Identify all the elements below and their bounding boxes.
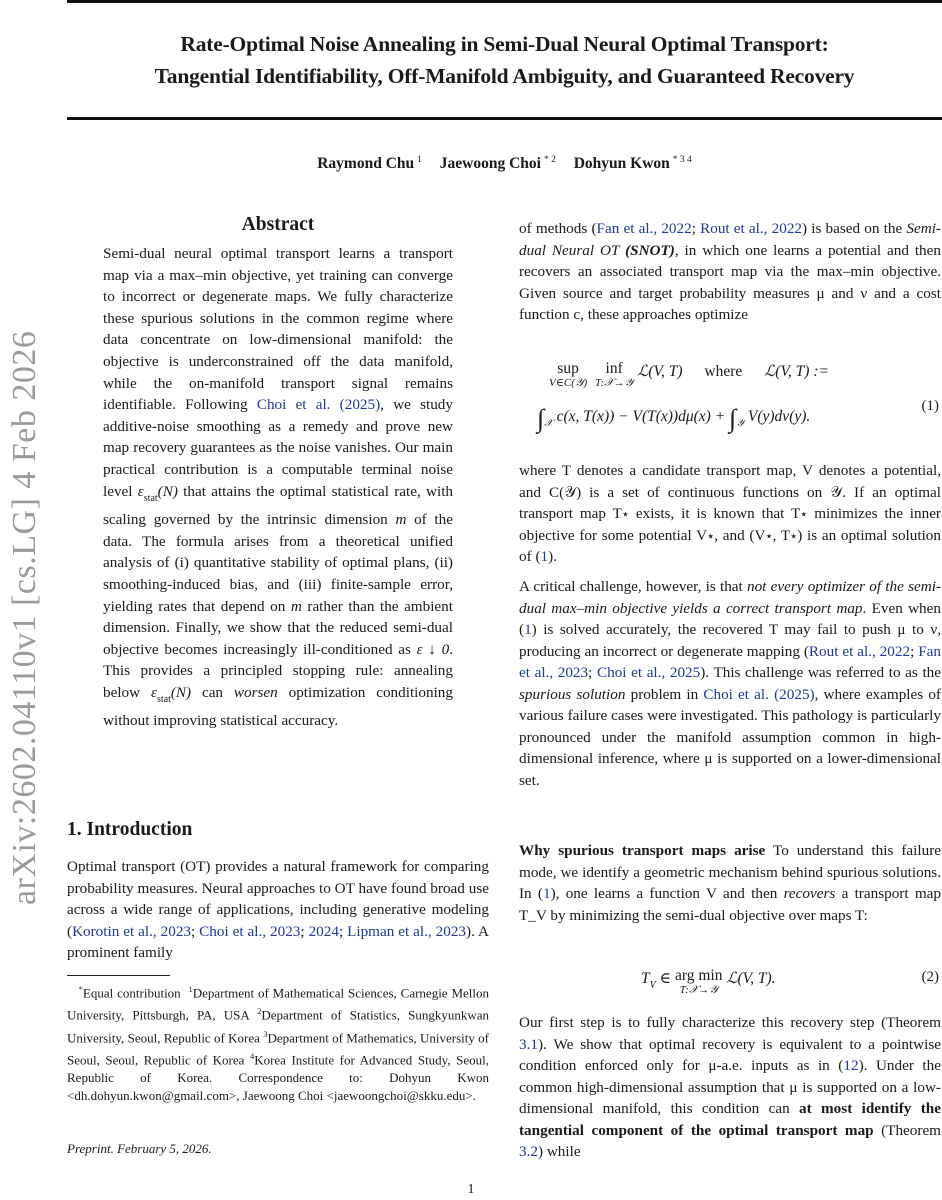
- page-number: 1: [467, 1182, 475, 1197]
- inf-operator: inf T:𝒳→𝒴: [595, 360, 634, 389]
- equation-number: (2): [921, 969, 939, 985]
- citation-link[interactable]: Choi et al. (2025): [703, 685, 815, 703]
- citation-link[interactable]: Rout et al., 2022: [700, 220, 803, 237]
- citation-link[interactable]: Choi et al., 2025: [596, 664, 701, 681]
- eps-stat: $\varepsilon_{stat}(N)$: [137, 482, 178, 504]
- theorem-ref[interactable]: 3.1: [519, 1035, 538, 1053]
- citation-link[interactable]: 2024: [308, 922, 339, 940]
- equation-1: sup V∈C(𝒴) inf T:𝒳→𝒴 ℒ(V, T) where ℒ(V, T) := $\int_𝒳$ c(x, $T(x)) - V(T(x))d\mu(x) + \int_𝒴$ V(y)dν(y). (1): [537, 360, 939, 433]
- paragraph-challenge: A critical challenge, however, is that not every optimizer of the semi-dual max–min objective yields a correct transport map. Even when (1) is solved accurately, the recovered T may fail to push μ to ν, producing an incorrect or degenerate mapping (Rout et al., 2022; Fan et al., 2023; Choi et al., 2025). This challenge was referred to as the spurious solution problem in Choi et al. (2025), where examples of various failure cases were investigated. This pathology is particularly pronounced under the manifold assumption common in high-dimensional inference, where μ is supported on a lower-dimensional set.: [519, 578, 942, 789]
- citation-link[interactable]: Choi et al., 2023: [199, 922, 301, 940]
- introduction-paragraph: Optimal transport (OT) provides a natural framework for comparing probability measures. Neural approaches to OT have found broad use across a wide range of applications, including generative modeling (Korotin et al., 2023; Choi et al., 2023; 2024; Lipman et al., 2023). A prominent family: [67, 858, 489, 961]
- citation-link[interactable]: Fan et al., 2023: [519, 642, 941, 681]
- arxiv-stamp: arXiv:2602.04110v1 [cs.LG] 4 Feb 2026: [6, 330, 43, 905]
- footnote-rule: [67, 975, 170, 976]
- paragraph-heading: Why spurious transport maps arise: [519, 842, 766, 859]
- title-line-2: Tangential Identifiability, Off-Manifold Ambiguity, and Guaranteed Recovery: [154, 64, 855, 88]
- citation-link[interactable]: Fan et al., 2022: [596, 220, 692, 237]
- title-bottom-rule: [67, 117, 942, 120]
- sup-operator: sup V∈C(𝒴): [549, 360, 588, 389]
- equation-ref[interactable]: 12: [843, 1057, 859, 1074]
- author-list: [67, 155, 942, 173]
- argmin-operator: arg min T:𝒳→𝒴: [674, 967, 723, 996]
- title-line-1: Rate-Optimal Noise Annealing in Semi-Dual Neural Optimal Transport:: [180, 32, 829, 56]
- equation-2: $T_V$ ∈ arg min T:𝒳→𝒴 ℒ(V, T). (2): [641, 967, 939, 996]
- citation-link[interactable]: Lipman et al., 2023: [347, 922, 467, 940]
- paragraph-snot: of methods (Fan et al., 2022; Rout et al., 2022) is based on the Semi-dual Neural OT (SNOT), in which one learns a potential and then recovers an associated transport map via the max–min objective. Given source and target probability measures μ and ν and a cost function c, these approaches optimize: [519, 220, 941, 323]
- abstract-heading: Abstract: [241, 214, 315, 235]
- author: Raymond Chu $^1$: [317, 155, 422, 173]
- title-top-rule: [67, 0, 942, 3]
- equation-ref[interactable]: 1: [540, 548, 549, 565]
- author: Jaewoong Choi $^{* 2}$: [439, 155, 556, 173]
- paragraph-first-step: Our first step is to fully characterize this recovery step (Theorem 3.1). We show that optimal recovery is equivalent to a pointwise condition enforced only for μ-a.e. inputs as in (12). Under the common high-dimensional assumption that μ is supported on a low-dimensional manifold, this condition can at most identify the tangential component of the optimal transport map (Theorem 3.2) while: [519, 1014, 941, 1160]
- footnote-affiliations: *Equal contribution $^1$Department of Mathematical Sciences, Carnegie Mellon University, Pittsburgh, PA, USA $^2$Department of Statistics, Sungkyunkwan University, Seoul, Republic of Korea $^3$Department of Mathematics, University of Seoul, Seoul, Republic of Korea $^4$Korea Institute for Advanced Study, Seoul, Republic of Korea. Correspondence to: Dohyun Kwon <dh.dohyun.kwon@gmail.com>, Jaewoong Choi <jaewoongchoi@skku.edu>.: [67, 984, 490, 1104]
- paragraph-definitions: where T denotes a candidate transport map, V denotes a potential, and C(𝒴) is a set of continuous functions on 𝒴. If an optimal transport map T⋆ exists, it is known that T⋆ minimizes the inner objective for some potential V⋆, and (V⋆, T⋆) is an optimal solution of (1).: [519, 462, 941, 565]
- preprint-date: Preprint. February 5, 2026.: [67, 1141, 212, 1156]
- citation-link[interactable]: Rout et al., 2022: [808, 642, 911, 660]
- equation-number: (1): [921, 398, 939, 414]
- author: Dohyun Kwon $^{* 3 4}$: [573, 155, 692, 173]
- theorem-ref[interactable]: 3.2: [519, 1143, 538, 1160]
- equation-ref[interactable]: 1: [542, 885, 551, 902]
- paper-title: [67, 28, 942, 92]
- abstract-body: Semi-dual neural optimal transport learns a transport map via a max–min objective, yet training can converge to incorrect or degenerate maps. We fully characterize these spurious solutions in the common regime where data concentrate on low-dimensional manifold: the objective is underconstrained off the data manifold, while the on-manifold transport signal remains identifiable. Following Choi et al. (2025), we study additive-noise smoothing as a remedy and prove new map recovery guarantees as the noise vanishes. Our main practical contribution is a computable terminal noise level $\varepsilon_{stat}(N)$ that attains the optimal statistical rate, with scaling governed by the intrinsic dimension m of the data. The formula arises from a theoretical unified analysis of (i) quantitative stability of optimal plans, (ii) smoothing-induced bias, and (iii) finite-sample error, yielding rates that depend on m rather than the ambient dimension. Finally, we show that the reduced semi-dual objective becomes increasingly ill-conditioned as ε ↓ 0. This provides a principled stopping rule: annealing below $\varepsilon_{stat}(N)$ can worsen optimization conditioning without improving statistical accuracy.: [103, 245, 454, 730]
- section-heading-introduction: 1. Introduction: [67, 819, 193, 840]
- paragraph-why-spurious: Why spurious transport maps arise To understand this failure mode, we identify a geometric mechanism behind spurious solutions. In (1), one learns a function V and then recovers a transport map T_V by minimizing the semi-dual objective over maps T:: [519, 842, 941, 924]
- equation-ref[interactable]: 1: [524, 621, 532, 638]
- citation-link[interactable]: Korotin et al., 2023: [72, 922, 192, 940]
- citation-link[interactable]: Choi et al. (2025): [256, 396, 381, 414]
